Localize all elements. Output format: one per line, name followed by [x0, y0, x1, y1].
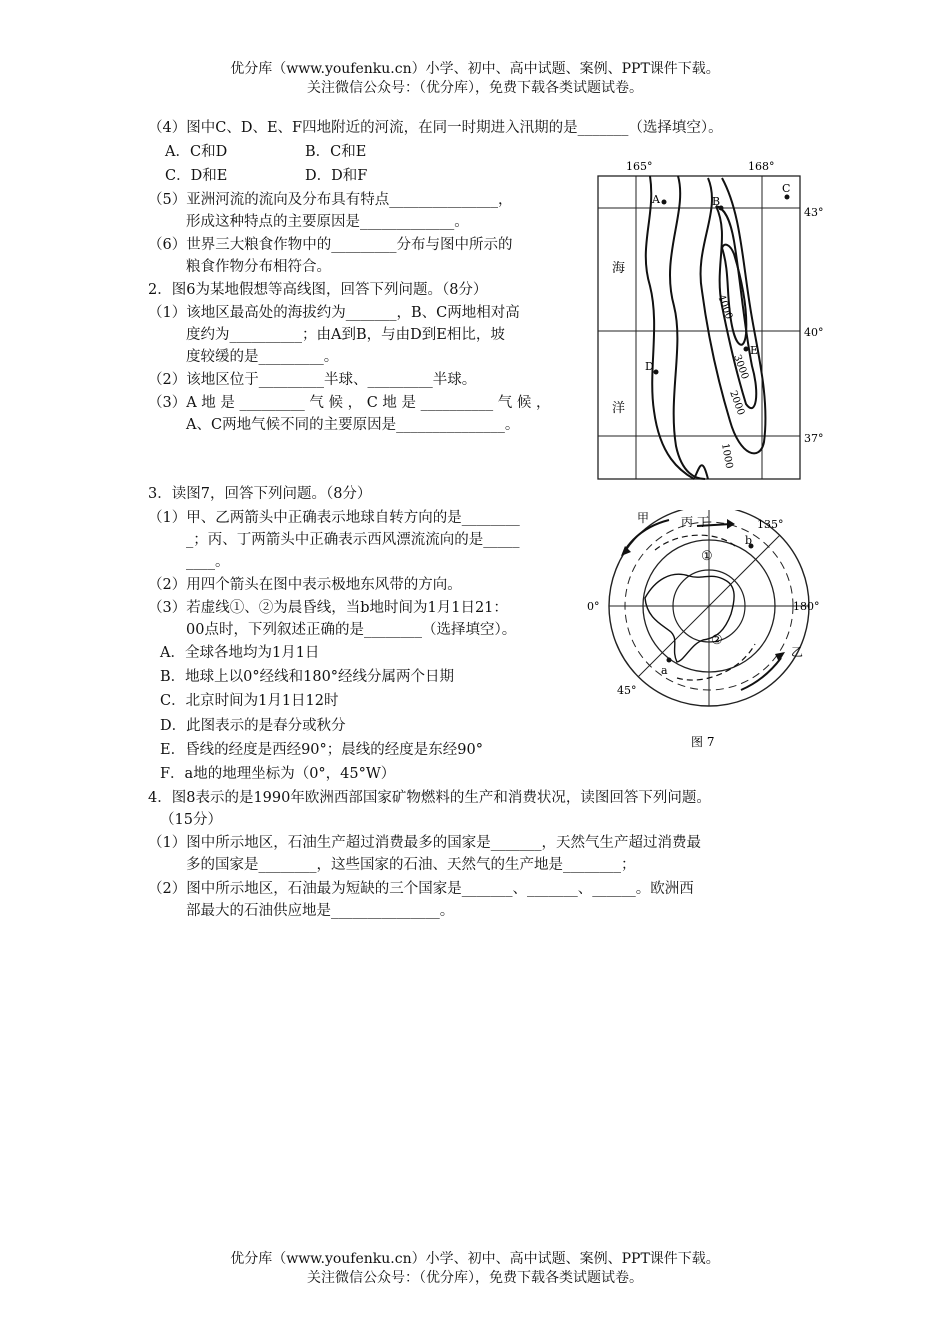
label-point-b: B: [712, 195, 721, 208]
q2-part3-line1: （3）A 地 是 _________ 气 候 ， C 地 是 __________ 气 候 ，: [148, 395, 551, 411]
label-1000: 1000: [719, 442, 735, 470]
point-a-marker: [662, 200, 667, 205]
header-line-1: 优分库（www.youfenku.cn）小学、初中、高中试题、案例、PPT课件下载。: [230, 61, 720, 77]
point-a-marker: [667, 658, 672, 663]
label-point-e: E: [750, 344, 759, 357]
label-yi: 乙: [791, 645, 804, 659]
q1-part6-line1: （6）世界三大粮食作物中的_________分布与图中所示的: [148, 237, 513, 253]
arrow-yi: [741, 658, 781, 690]
q1-part5-line1: （5）亚洲河流的流向及分布具有特点_______________，: [148, 192, 513, 208]
figure-7-caption: 图 7: [691, 735, 715, 749]
q1-option-d: D．D和F: [305, 168, 368, 184]
q4-title: 4．图8表示的是1990年欧洲西部国家矿物燃料的生产和消费状况，读图回答下列问题。: [148, 790, 711, 806]
label-4000: 4000: [715, 293, 735, 321]
label-168: 168°: [748, 160, 775, 173]
q4-score: （15分）: [160, 812, 222, 828]
q4-part2-line1: （2）图中所示地区，石油最为短缺的三个国家是_______、_______、______。欧洲西: [148, 881, 694, 897]
label-2000: 2000: [727, 389, 747, 417]
q3-part1-line3: ____。: [186, 554, 230, 570]
contour-outer-west: [646, 176, 694, 479]
q1-part5-line2: 形成这种特点的主要原因是_____________。: [186, 214, 469, 230]
label-point-a: A: [652, 193, 660, 206]
label-ding: 丁: [697, 515, 710, 529]
label-sea-yang: 洋: [612, 401, 626, 416]
q2-part1-line2: 度约为__________；由A到B，与由D到E相比，坡: [186, 327, 505, 343]
q1-part6-line2: 粮食作物分布相符合。: [186, 259, 331, 275]
figure-7-polar-diagram: [585, 510, 835, 760]
label-0: 0°: [587, 600, 600, 613]
q1-part4: （4）图中C、D、E、F四地附近的河流，在同一时期进入汛期的是_______（选择填空）。: [148, 120, 723, 136]
contour-1000-west: [670, 176, 705, 479]
q3-part3-line2: 00点时，下列叙述正确的是________（选择填空）。: [186, 622, 517, 638]
arrow-ding-head: [727, 519, 735, 529]
q4-part1-line1: （1）图中所示地区，石油生产超过消费最多的国家是_______，天然气生产超过消费最: [148, 835, 701, 851]
footer-line-1: 优分库（www.youfenku.cn）小学、初中、高中试题、案例、PPT课件下载。: [230, 1251, 720, 1267]
q3-part2: （2）用四个箭头在图中表示极地东风带的方向。: [148, 577, 462, 593]
label-bing: 丙: [681, 515, 694, 529]
terminator-1: [655, 535, 735, 550]
point-d-marker: [654, 370, 659, 375]
q3-part1-line2: _；丙、丁两箭头中正确表示西风漂流流向的是_____: [186, 532, 520, 548]
label-circle-1: ①: [701, 549, 713, 564]
q3-part1-line1: （1）甲、乙两箭头中正确表示地球自转方向的是________: [148, 510, 520, 526]
q2-part1-line1: （1）该地区最高处的海拔约为_______，B、C两地相对高: [148, 305, 520, 321]
point-c-marker: [785, 195, 790, 200]
footer-line-2: 关注微信公众号：（优分库），免费下载各类试题试卷。: [307, 1270, 643, 1286]
q3-option-a: A．全球各地均为1月1日: [160, 645, 320, 661]
label-a: a: [661, 664, 668, 677]
label-circle-2: ②: [711, 633, 723, 648]
point-e-marker: [744, 347, 749, 352]
q3-option-f: F．a地的地理坐标为（0°，45°W）: [160, 766, 396, 782]
label-40: 40°: [804, 326, 824, 339]
q3-option-e: E．昏线的经度是西经90°；晨线的经度是东经90°: [160, 742, 483, 758]
q1-option-b: B．C和E: [305, 144, 367, 160]
q1-option-a: A．C和D: [165, 144, 228, 160]
q3-option-d: D．此图表示的是春分或秋分: [160, 718, 346, 734]
q2-part1-line3: 度较缓的是_________。: [186, 349, 339, 365]
q4-part1-line2: 多的国家是________，这些国家的石油、天然气的生产地是________；: [186, 857, 636, 873]
label-jia: 甲: [637, 511, 650, 525]
q2-part3-line2: A、C两地气候不同的主要原因是_______________。: [186, 417, 520, 433]
q3-title: 3．读图7，回答下列问题。（8分）: [148, 486, 372, 502]
label-point-d: D: [645, 360, 654, 373]
q3-part3-line1: （3）若虚线①、②为晨昏线，当b地时间为1月1日21：: [148, 600, 508, 616]
label-43: 43°: [804, 206, 824, 219]
label-b: b: [745, 534, 753, 547]
q4-part2-line2: 部最大的石油供应地是_______________。: [186, 903, 455, 919]
header-line-2: 关注微信公众号：（优分库），免费下载各类试题试卷。: [307, 80, 643, 96]
q3-option-b: B．地球上以0°经线和180°经线分属两个日期: [160, 669, 455, 685]
arrow-jia-head: [621, 546, 631, 556]
label-135: 135°: [757, 518, 784, 531]
q2-title: 2．图6为某地假想等高线图，回答下列问题。（8分）: [148, 282, 488, 298]
label-37: 37°: [804, 432, 824, 445]
q1-option-c: C．D和E: [165, 168, 228, 184]
label-180: 180°: [793, 600, 820, 613]
label-3000: 3000: [731, 353, 751, 381]
label-165: 165°: [626, 160, 653, 173]
figure-6-contour-map: [590, 156, 840, 486]
q3-option-c: C．北京时间为1月1日12时: [160, 693, 339, 709]
map-frame: [598, 176, 800, 479]
label-sea-hai: 海: [612, 261, 626, 276]
q2-part2: （2）该地区位于_________半球、_________半球。: [148, 372, 477, 388]
label-45: 45°: [617, 684, 637, 697]
label-point-c: C: [782, 182, 791, 195]
